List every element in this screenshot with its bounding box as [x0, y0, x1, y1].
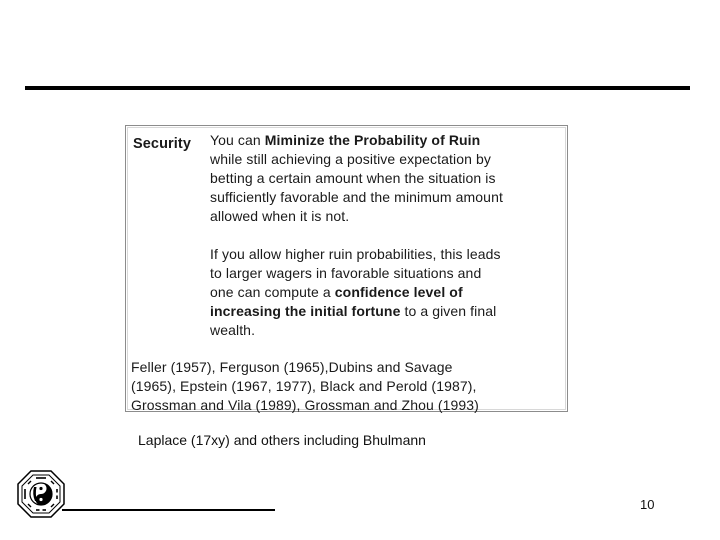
para2-line3-bold: confidence level of: [334, 284, 463, 300]
image-paragraph-ruin: [210, 131, 503, 226]
para1-line1: [210, 131, 503, 150]
para1-line4: sufficiently favorable and the minimum amount: [210, 189, 503, 205]
bagua-octagon-logo-icon: [17, 470, 65, 518]
para2-line1: If you allow higher ruin probabilities, this leads: [210, 246, 501, 262]
para1-line5: allowed when it is not.: [210, 208, 350, 224]
para1-line1-text: You can: [210, 132, 265, 148]
image-paragraph-confidence: [210, 245, 501, 340]
para1-line2: while still achieving a positive expectation by: [210, 151, 491, 167]
slide-caption: Laplace (17xy) and others including Bhulmann: [138, 432, 426, 448]
para2-line2: to larger wagers in favorable situations and: [210, 265, 482, 281]
para2-line4: [210, 302, 501, 321]
para2-line4-bold: increasing the initial fortune: [210, 303, 401, 319]
para2-line3-text: one can compute a: [210, 284, 335, 300]
para2-line3: [210, 283, 501, 302]
image-references: [131, 358, 479, 415]
refs-line3: Grossman and Vila (1989), Grossman and Zhou (1993): [131, 397, 479, 413]
para1-line1-bold: Miminize the Probability of Ruin: [264, 132, 481, 148]
refs-line1: Feller (1957), Ferguson (1965),Dubins and Savage: [131, 359, 453, 375]
footer-rule: [62, 509, 275, 511]
para2-line5: wealth.: [210, 322, 256, 338]
header-rule: [25, 86, 690, 90]
embedded-text-image: [125, 125, 568, 412]
image-heading: Security: [133, 136, 192, 152]
refs-line2: (1965), Epstein (1967, 1977), Black and Perold (1987),: [131, 378, 477, 394]
para2-line4-text: to a given final: [400, 303, 497, 319]
para1-line3: betting a certain amount when the situation is: [210, 170, 496, 186]
page-number: 10: [640, 497, 655, 512]
